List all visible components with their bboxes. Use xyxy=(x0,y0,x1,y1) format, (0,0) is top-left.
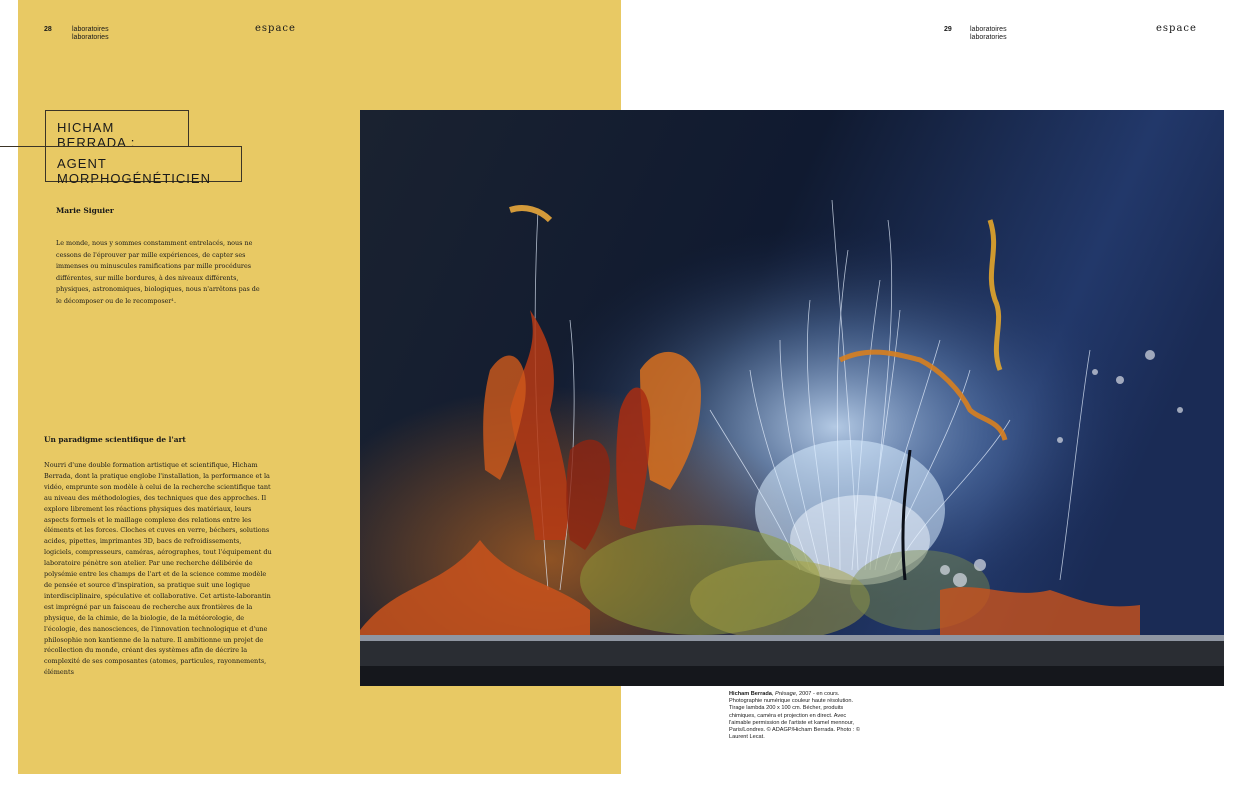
right-section-label xyxy=(970,26,1007,42)
author-name: Marie Siguier xyxy=(56,206,114,215)
left-section-en: laboratories xyxy=(72,34,109,41)
section-heading: Un paradigme scientifique de l'art xyxy=(44,435,186,444)
article-title-line2: AGENT MORPHOGÉNÉTICIEN xyxy=(57,156,211,186)
caption-artist: Hicham Berrada xyxy=(729,691,772,697)
caption-work-title: Présage xyxy=(775,691,796,697)
right-section-en: laboratories xyxy=(970,34,1007,41)
intro-paragraph: Le monde, nous y sommes constamment entrelacés, nous ne cessons de l'éprouver par mille expériences, de capter ses immenses ou minuscules ramifications par mille procédures différentes, sur mille bordures, à des niveaux différents, physiques, astronomiques, biologiques, nous n'arrêtons pas de le décomposer ou de le recomposer¹. xyxy=(56,239,260,305)
body-paragraph: Nourri d'une double formation artistique et scientifique, Hicham Berrada, dont la pratique englobe l'installation, la performance et la vidéo, emprunte son modèle à celui de la recherche scientifique tant au niveau des méthodologies, des techniques que des approches. Il explore librement les réactions physiques des matériaux, leurs aspects formels et le maillage complexe des relations entre les éléments et les forces. Cloches et cuves en verre, béchers, solutions acides, pipettes, imprimantes 3D, bacs de refroidissements, logiciels, compresseurs, caméras, aérographes, tout l'équipement du laboratoire pénètre son atelier. Par une recherche délibérée de polysémie entre les champs de l'art et de la science comme modèle de pensée et source d'inspiration, sa pratique suit une logique interdisciplinaire, spéculative et collaborative. Cet artiste-laborantin est imprégné par un faisceau de recherche aux frontières de la physique, de la chimie, de la biologie, de la météorologie, de l'écologie, des nanosciences, de l'innovation technologique et d'une philosophie non kantienne de la nature. Il ambitionne un projet de récollection du monde, créant des systèmes afin de décrire la complexité de ses composantes (atomes, particules, rayonnements, éléments xyxy=(44,461,272,677)
right-page-number: 29 xyxy=(944,26,952,33)
caption-details: , 2007 - en cours. Photographie numérique couleur haute résolution. Tirage lambda 200 x 100 cm. Bécher, produits chimiques, caméra et projection en direct. Avec l'aimable permission de l'artiste et kamel mennour, Paris/Londres. © ADAGP/Hicham Berrada. Photo : © Laurent Lecat. xyxy=(729,691,861,741)
right-section-fr: laboratoires xyxy=(970,26,1007,33)
article-title-line2-box xyxy=(45,146,242,186)
left-rubric: espace xyxy=(255,23,296,34)
left-section-label xyxy=(72,26,109,42)
article-title-line1: HICHAM BERRADA : xyxy=(57,120,136,150)
article-title-line1-box xyxy=(45,110,189,150)
left-section-fr: laboratoires xyxy=(72,26,109,33)
left-page-number: 28 xyxy=(44,26,52,33)
photo-caption: Hicham Berrada, Présage, 2007 - en cours. Photographie numérique couleur haute résolution. Tirage lambda 200 x 100 cm. Bécher, produits chimiques, caméra et projection en direct. Avec l'aimable permission de l'artiste et kamel mennour, Paris/Londres. © ADAGP/Hicham Berrada. Photo : © Laurent Lecat. xyxy=(729,691,861,741)
right-rubric: espace xyxy=(1156,23,1197,34)
artwork-photo xyxy=(360,110,1224,686)
